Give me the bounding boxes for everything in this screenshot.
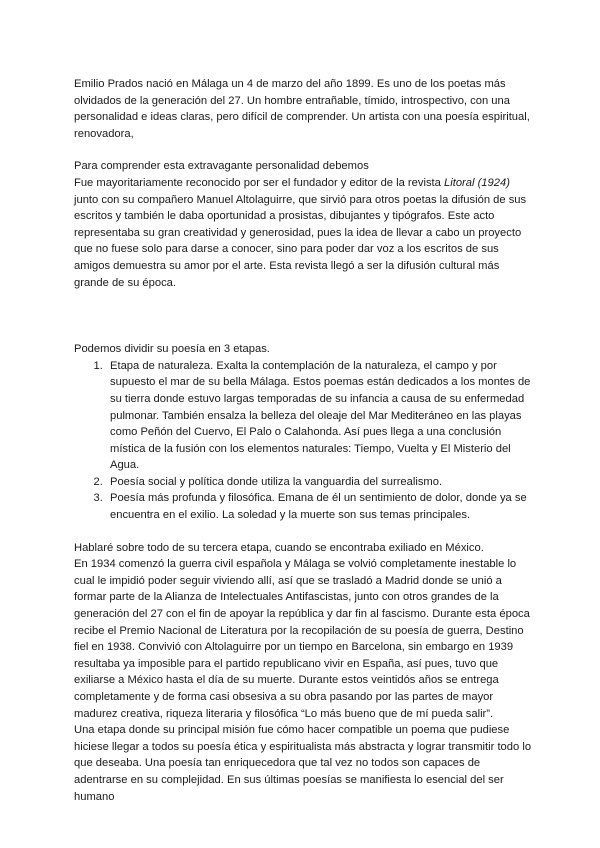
litoral-paragraph xyxy=(74,175,536,291)
document-page xyxy=(74,76,536,805)
list-item: 1. Etapa de naturaleza. Exalta la contemplación de la naturaleza, el campo y por supuesto el mar de su bella Málaga. Estos poemas están dedicados a los montes de su tierra donde estuvo largas temporadas de su infancia a causa de su enfermedad pulmonar. También ensalza la belleza del oleaje del Mar Mediteráneo en las playas como Peñón del Cuervo, El Palo o Calahonda. Así pues llega a una conclusión mística de la fusión con los elementos naturales: Tiempo, Vuelta y El Misterio del Agua. xyxy=(106,358,536,474)
intro-paragraph: Emilio Prados nació en Málaga un 4 de marzo del año 1899. Es uno de los poetas más olvidados de la generación del 27. Un hombre entrañable, tímido, introspectivo, con una personalidad e ideas claras, pero difícil de comprender. Un artista con una poesía espiritual, renovadora, xyxy=(74,78,530,140)
litoral-text-after: junto con su compañero Manuel Altolaguirre, que sirvió para otros poetas la difusión de sus escritos y también le daba oportunidad a prosistas, dibujantes y tipógrafos. Este acto representaba su gran creatividad y generosidad, pues la idea de llevar a cabo un proyecto que no fuese solo para darse a conocer, sino para poder dar voz a los escritos de sus amigos demuestra su amor por el arte. Esta revista llegó a ser la difusión cultural más grande de su época. xyxy=(74,193,527,289)
paragraph-spacer xyxy=(74,142,536,158)
litoral-text-before: Fue mayoritariamente reconocido por ser el fundador y editor de la revista xyxy=(74,176,444,189)
stages-intro: Podemos dividir su poesía en 3 etapas. xyxy=(74,343,270,356)
exile-paragraph: En 1934 comenzó la guerra civil española y Málaga se volvió completamente inestable lo cual le impidió poder seguir viviendo allí, así que se trasladó a Madrid donde se unió a formar parte de la Alianza de Intelectuales Antifascistas, junto con otros grandes de la generación del 27 con el fin de apoyar la república y dar fin al fascismo. Durante esta época recibe el Premio Nacional de Literatura por la recopilación de su poesía de guerra, Destino fiel en 1938. Convivió con Altolaguirre por un tiempo en Barcelona, sin embargo en 1939 resultaba ya imposible para el partido republicano vivir en España, así pues, tuvo que exiliarse a México hasta el día de su muerte. Durante estos veintidós años se entrega completamente y de forma casi obsesiva a su obra pasando por las partes de mayor madurez creativa, riqueza literaria y filosófica “Lo más bueno que de mí pueda salir”. xyxy=(74,558,530,720)
list-item: 3. Poesía más profunda y filosófica. Emana de él un sentimiento de dolor, donde ya se encuentra en el exilio. La soledad y la muerte son sus temas principales. xyxy=(106,490,536,523)
list-item: 2. Poesía social y política donde utiliza la vanguardia del surrealismo. xyxy=(106,474,536,491)
understand-heading: Para comprender esta extravagante personalidad debemos xyxy=(74,160,369,173)
litoral-title: Litoral (1924) xyxy=(444,176,510,189)
paragraph-spacer xyxy=(74,524,536,540)
third-stage-heading: Hablaré sobre todo de su tercera etapa, cuando se encontraba exiliado en México. xyxy=(74,541,484,554)
final-paragraph: Una etapa donde su principal misión fue cómo hacer compatible un poema que pudiese hiciese llegar a todos su poesía ética y espiritualista más abstracta y lograr transmitir todo lo que deseaba. Una poesía tan enriquecedora que tal vez no todos son capaces de adentrarse en su complejidad. En sus últimas poesías se manifiesta lo esencial del ser humano xyxy=(74,724,532,803)
section-spacer xyxy=(74,291,536,341)
stages-list xyxy=(74,358,536,524)
